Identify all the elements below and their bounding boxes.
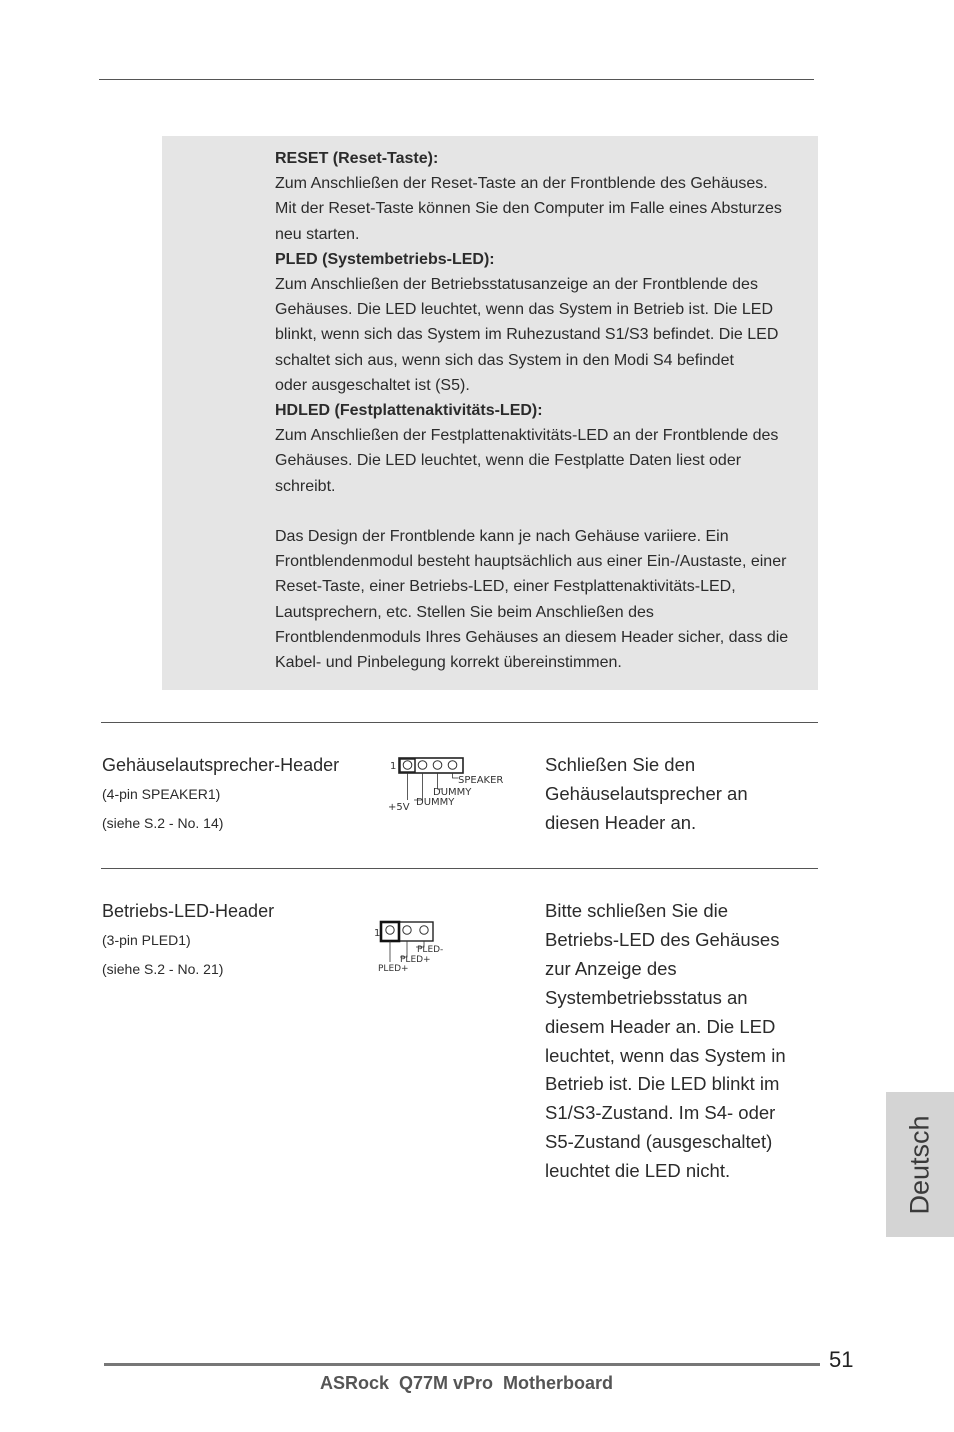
5v-pin-label: +5V xyxy=(388,802,410,813)
speaker-header-description xyxy=(545,751,835,838)
pled-pin1-box xyxy=(381,922,399,941)
desc-line: Systembetriebsstatus an xyxy=(545,986,748,1008)
speaker-connector-outline xyxy=(399,758,463,773)
desc-line: diesen Header an. xyxy=(545,811,697,833)
reset-line: Zum Anschließen der Reset-Taste an der Frontblende des Gehäuses. xyxy=(275,175,768,193)
desc-line: Betriebs-LED des Gehäuses xyxy=(545,928,780,950)
speaker-pin xyxy=(448,761,457,770)
desc-line: leuchtet, wenn das System in xyxy=(545,1044,786,1066)
section-divider xyxy=(101,868,818,869)
pled-pin xyxy=(386,926,394,934)
pled-pin xyxy=(420,926,428,934)
hdled-line: schreibt. xyxy=(275,477,336,495)
speaker-pin xyxy=(433,761,442,770)
paragraph-gap xyxy=(275,499,820,524)
pled-plus-label: PLED+ xyxy=(400,955,431,965)
speaker-pin xyxy=(403,761,412,770)
dummy-lead xyxy=(414,773,423,800)
pled-pin xyxy=(403,926,411,934)
pled-line: Zum Anschließen der Betriebsstatusanzeige an der Frontblende des xyxy=(275,276,758,294)
design-line: Frontblendenmoduls Ihres Gehäuses an diesem Header sicher, dass die xyxy=(275,628,789,646)
pled-header-ref: (siehe S.2 - No. 21) xyxy=(102,961,224,977)
info-box-text xyxy=(275,146,820,675)
pin1-label: 1 xyxy=(390,761,397,772)
desc-line: Betrieb ist. Die LED blinkt im xyxy=(545,1073,780,1095)
reset-heading: RESET (Reset-Taste): xyxy=(275,150,439,167)
pled-line: Gehäuses. Die LED leuchtet, wenn das System in Betrieb ist. Die LED xyxy=(275,301,774,319)
pled-minus-label: PLED- xyxy=(417,945,444,955)
speaker-pin xyxy=(418,761,427,770)
speaker-header-ref: (siehe S.2 - No. 14) xyxy=(102,815,224,831)
footer-product-name: ASRock Q77M vPro Motherboard xyxy=(320,1373,614,1393)
pled-heading: PLED (Systembetriebs-LED): xyxy=(275,250,495,268)
desc-line: S5-Zustand (ausgeschaltet) xyxy=(545,1131,773,1153)
design-line: Kabel- und Pinbelegung korrekt übereinstimmen. xyxy=(275,654,622,672)
pled-line: schaltet sich aus, wenn sich das System in den Modi S4 befindet xyxy=(275,351,734,369)
desc-line: Schließen Sie den xyxy=(545,754,696,775)
hdled-line: Gehäuses. Die LED leuchtet, wenn die Festplatte Daten liest oder xyxy=(275,452,742,470)
desc-line: Bitte schließen Sie die xyxy=(545,900,729,921)
desc-line: zur Anzeige des xyxy=(545,957,677,979)
hdled-line: Zum Anschließen der Festplattenaktivitäts-LED an der Frontblende des xyxy=(275,427,779,445)
pled-header-pin: (3-pin PLED1) xyxy=(102,932,191,948)
desc-line: Gehäuselautsprecher an xyxy=(545,782,748,804)
pin1-label: 1 xyxy=(374,928,381,939)
desc-line: S1/S3-Zustand. Im S4- oder xyxy=(545,1102,776,1124)
design-line: Das Design der Frontblende kann je nach Gehäuse variiere. Ein xyxy=(275,528,729,546)
pled-plus-label: PLED+ xyxy=(378,964,409,974)
design-line: Reset-Taste, einer Betriebs-LED, einer Festplattenaktivitäts-LED, xyxy=(275,578,736,596)
speaker-pin-diagram xyxy=(386,754,516,814)
hdled-heading: HDLED (Festplattenaktivitäts-LED): xyxy=(275,402,543,420)
pled-pin-diagram xyxy=(372,918,452,974)
pled-header-description xyxy=(545,897,835,1186)
pled-line: oder ausgeschaltet ist (S5). xyxy=(275,376,470,394)
pled-header-title: Betriebs-LED-Header xyxy=(102,901,275,921)
pled-line: blinkt, wenn sich das System im Ruhezustand S1/S3 befindet. Die LED xyxy=(275,326,779,344)
reset-line: neu starten. xyxy=(275,225,360,243)
section-divider xyxy=(101,722,818,723)
dummy-pin-label: DUMMY xyxy=(433,787,472,798)
footer-rule xyxy=(104,1363,820,1366)
dummy-pin-label: DUMMY xyxy=(416,797,455,808)
speaker-pin-label: SPEAKER xyxy=(458,775,504,786)
reset-line: Mit der Reset-Taste können Sie den Computer im Falle eines Absturzes xyxy=(275,200,782,218)
desc-line: diesem Header an. Die LED xyxy=(545,1015,776,1037)
language-tab xyxy=(886,1092,954,1237)
design-line: Lautsprechern, etc. Stellen Sie beim Anschließen des xyxy=(275,603,654,621)
top-rule xyxy=(99,79,814,80)
design-line: Frontblendenmodul besteht hauptsächlich aus einer Ein-/Austaste, einer xyxy=(275,553,787,571)
desc-line: leuchtet die LED nicht. xyxy=(545,1160,731,1182)
speaker-header-title: Gehäuselautsprecher-Header xyxy=(102,755,340,775)
language-tab-label: Deutsch xyxy=(904,1114,935,1215)
speaker-header-pin: (4-pin SPEAKER1) xyxy=(102,786,221,802)
page-number: 51 xyxy=(829,1347,854,1372)
pled-connector-outline xyxy=(381,922,433,941)
